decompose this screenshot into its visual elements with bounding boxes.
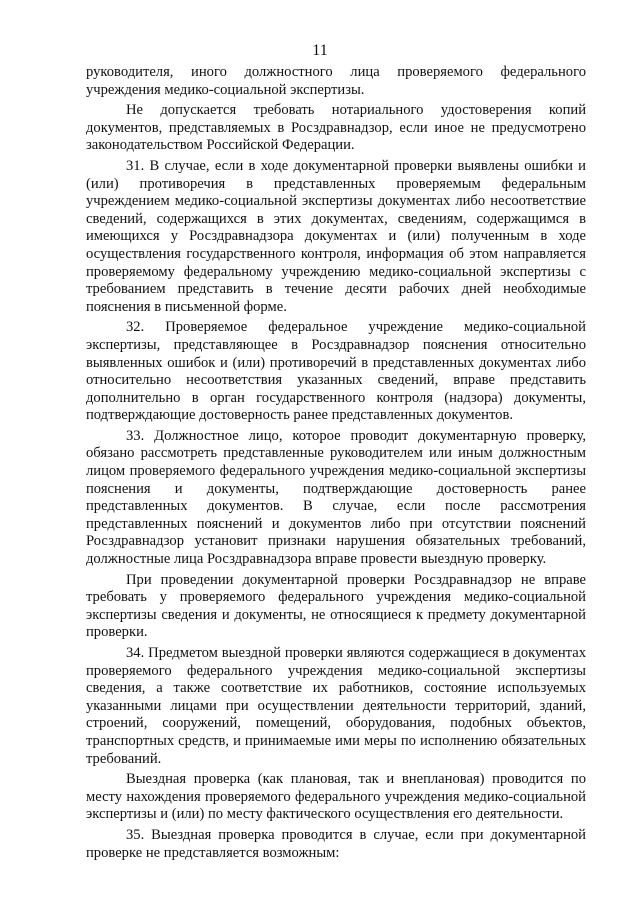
paragraph-32: 32. Проверяемое федеральное учреждение медико-социальной экспертизы, представляющее в Росздравнадзор пояснения относительно выявленных ошибок и (или) противоречий в представленных документах либо относительно несоответствия указанных сведений, вправе представить дополнительно в орган государственного контроля (надзора) документы, подтверждающие достоверность ранее представленных документов. [86,319,586,424]
paragraph-onsite-location: Выездная проверка (как плановая, так и внеплановая) проводится по месту нахождения проверяемого федерального учреждения медико-социальной экспертизы и (или) по месту фактического осуществления его деятельности. [86,771,586,823]
paragraph-31: 31. В случае, если в ходе документарной проверки выявлены ошибки и (или) противоречия в представленных проверяемым федеральным учреждением медико-социальной экспертизы документах либо несоответствие сведений, содержащихся в этих документах, сведениям, содержащимся в имеющихся у Росздравнадзора документах и (или) полученным в ходе осуществления государственного контроля, информация об этом направляется проверяемому федеральному учреждению медико-социальной экспертизы с требованием представить в течение десяти рабочих дней необходимые пояснения в письменной форме. [86,157,586,315]
paragraph-documentary-restriction: При проведении документарной проверки Росздравнадзор не вправе требовать у проверяемого федерального учреждения медико-социальной экспертизы сведения и документы, не относящиеся к предмету документарной проверки. [86,571,586,641]
paragraph-35: 35. Выездная проверка проводится в случае, если при документарной проверке не представляется возможным: [86,826,586,861]
paragraph-continuation: руководителя, иного должностного лица проверяемого федерального учреждения медико-социальной экспертизы. [86,64,586,98]
document-body [86,64,586,862]
paragraph-34: 34. Предметом выездной проверки являются содержащиеся в документах проверяемого федерального учреждения медико-социальной экспертизы сведения, а также соответствие их работников, состояние используемых указанными лицами при осуществлении деятельности территорий, зданий, строений, сооружений, помещений, оборудования, подобных объектов, транспортных средств, и принимаемые ими меры по исполнению обязательных требований. [86,645,586,767]
page-number: 11 [312,42,328,59]
paragraph-notary-copies: Не допускается требовать нотариального удостоверения копий документов, представляемых в Росздравнадзор, если иное не предусмотрено законодательством Российской Федерации. [86,102,586,154]
paragraph-33: 33. Должностное лицо, которое проводит документарную проверку, обязано рассмотреть представленные руководителем или иным должностным лицом проверяемого федерального учреждения медико-социальной экспертизы пояснения и документы, подтверждающие достоверность ранее представленных документов. В случае, если после рассмотрения представленных пояснений и документов либо при отсутствии пояснений Росздравнадзор установит признаки нарушения обязательных требований, должностные лица Росздравнадзора вправе провести выездную проверку. [86,427,586,568]
